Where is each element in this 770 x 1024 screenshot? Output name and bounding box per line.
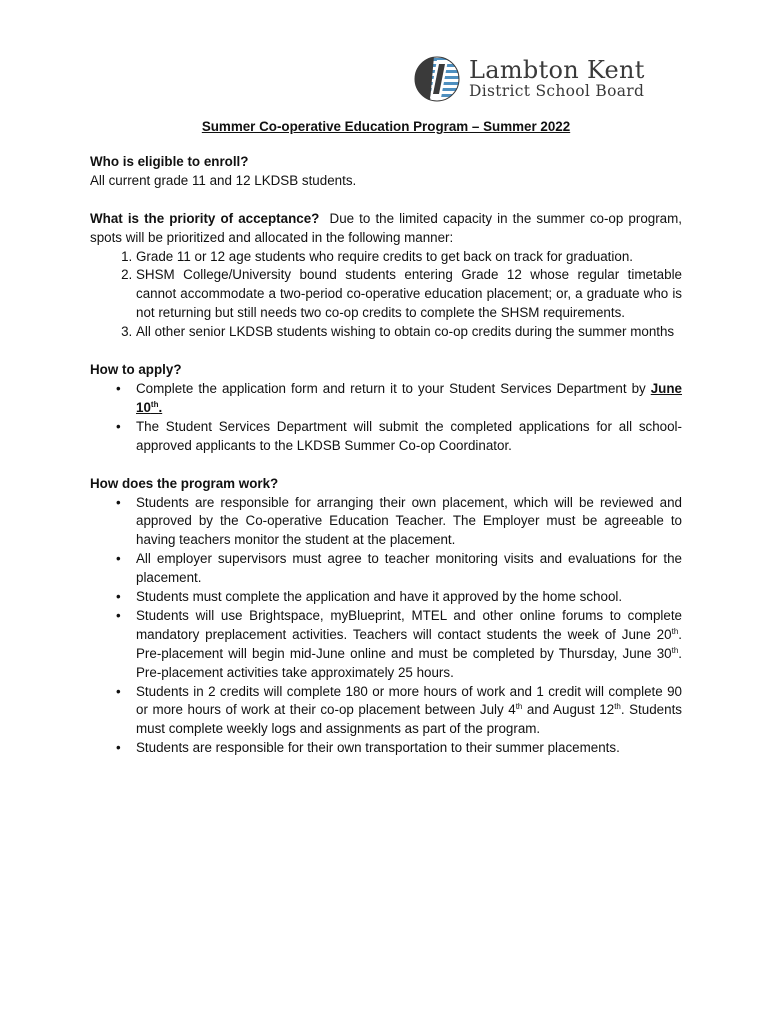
document-title: Summer Co-operative Education Program – Summer 2022	[201, 119, 571, 134]
apply-section	[90, 361, 682, 456]
apply-list	[90, 380, 682, 456]
eligibility-answer: All current grade 11 and 12 LKDSB students.	[90, 172, 357, 188]
program-item	[136, 607, 682, 683]
priority-item: 1. Grade 11 or 12 age students who require credits to get back on track for graduation.	[136, 248, 682, 267]
program-item-text: . Students must complete weekly logs and assignments as part of the program.	[136, 702, 682, 737]
program-list	[90, 494, 682, 759]
ordinal-suffix: th	[614, 702, 621, 712]
priority-list	[90, 248, 682, 343]
program-item-text: Students in 2 credits will complete 180 or more hours of work and 1 credit will complete 90 or more hours of work at their co-op placement between July 4	[136, 683, 682, 718]
apply-deadline-date: June 10	[136, 380, 682, 415]
priority-question: What is the priority of acceptance?	[90, 210, 320, 226]
apply-item-text: Complete the application form and return it to your Student Services Department by	[136, 380, 651, 396]
priority-intro: Due to the limited capacity in the summer co-op program, spots will be prioritized and allocated in the following manner:	[90, 210, 682, 245]
logo-name-line1: Lambton Kent	[469, 56, 645, 84]
apply-question: How to apply?	[90, 362, 182, 378]
program-item-text: . Pre-placement will begin mid-June online and must be completed by Thursday, June 30	[136, 626, 682, 661]
document-body	[90, 118, 682, 758]
apply-item: • The Student Services Department will submit the completed applications for all school-approved applicants to the LKDSB Summer Co-op Coordinator.	[136, 418, 682, 456]
ordinal-suffix: th	[671, 645, 679, 655]
logo-name-line2: District School Board	[469, 82, 645, 100]
priority-paragraph	[90, 210, 682, 248]
apply-item	[136, 380, 682, 418]
program-item: • All employer supervisors must agree to teacher monitoring visits and evaluations for the placement.	[136, 550, 682, 588]
program-question: How does the program work?	[90, 475, 279, 491]
apply-deadline-suffix: th	[150, 399, 159, 409]
apply-deadline-period: .	[158, 399, 163, 415]
program-item	[136, 683, 682, 740]
program-item: • Students are responsible for their own transportation to their summer placements.	[136, 739, 682, 758]
priority-item: 3. All other senior LKDSB students wishing to obtain co-op credits during the summer months	[136, 323, 682, 342]
lkdsb-emblem-icon	[414, 56, 460, 102]
priority-section	[90, 210, 682, 342]
lkdsb-logo	[414, 56, 645, 102]
program-item-text: . Pre-placement activities take approximately 25 hours.	[136, 645, 682, 680]
program-item: • Students must complete the application and have it approved by the home school.	[136, 588, 682, 607]
program-item: • Students are responsible for arranging their own placement, which will be reviewed and approved by the Co-operative Education Teacher. The Employer must be agreeable to having teachers monitor the student at the placement.	[136, 494, 682, 551]
program-item-text: Students will use Brightspace, myBlueprint, MTEL and other online forums to complete mandatory preplacement activities. Teachers will contact students the week of June 20	[136, 607, 682, 642]
program-section	[90, 475, 682, 759]
ordinal-suffix: th	[671, 626, 679, 636]
eligibility-question: Who is eligible to enroll?	[90, 153, 249, 169]
eligibility-section	[90, 153, 682, 191]
ordinal-suffix: th	[515, 702, 523, 712]
priority-item: 2. SHSM College/University bound students entering Grade 12 whose regular timetable cannot accommodate a two-period co-operative education placement; or, a graduate who is not returning but still needs two co-op credits to complete the SHSM requirements.	[136, 266, 682, 323]
program-item-text: and August 12	[522, 702, 615, 718]
